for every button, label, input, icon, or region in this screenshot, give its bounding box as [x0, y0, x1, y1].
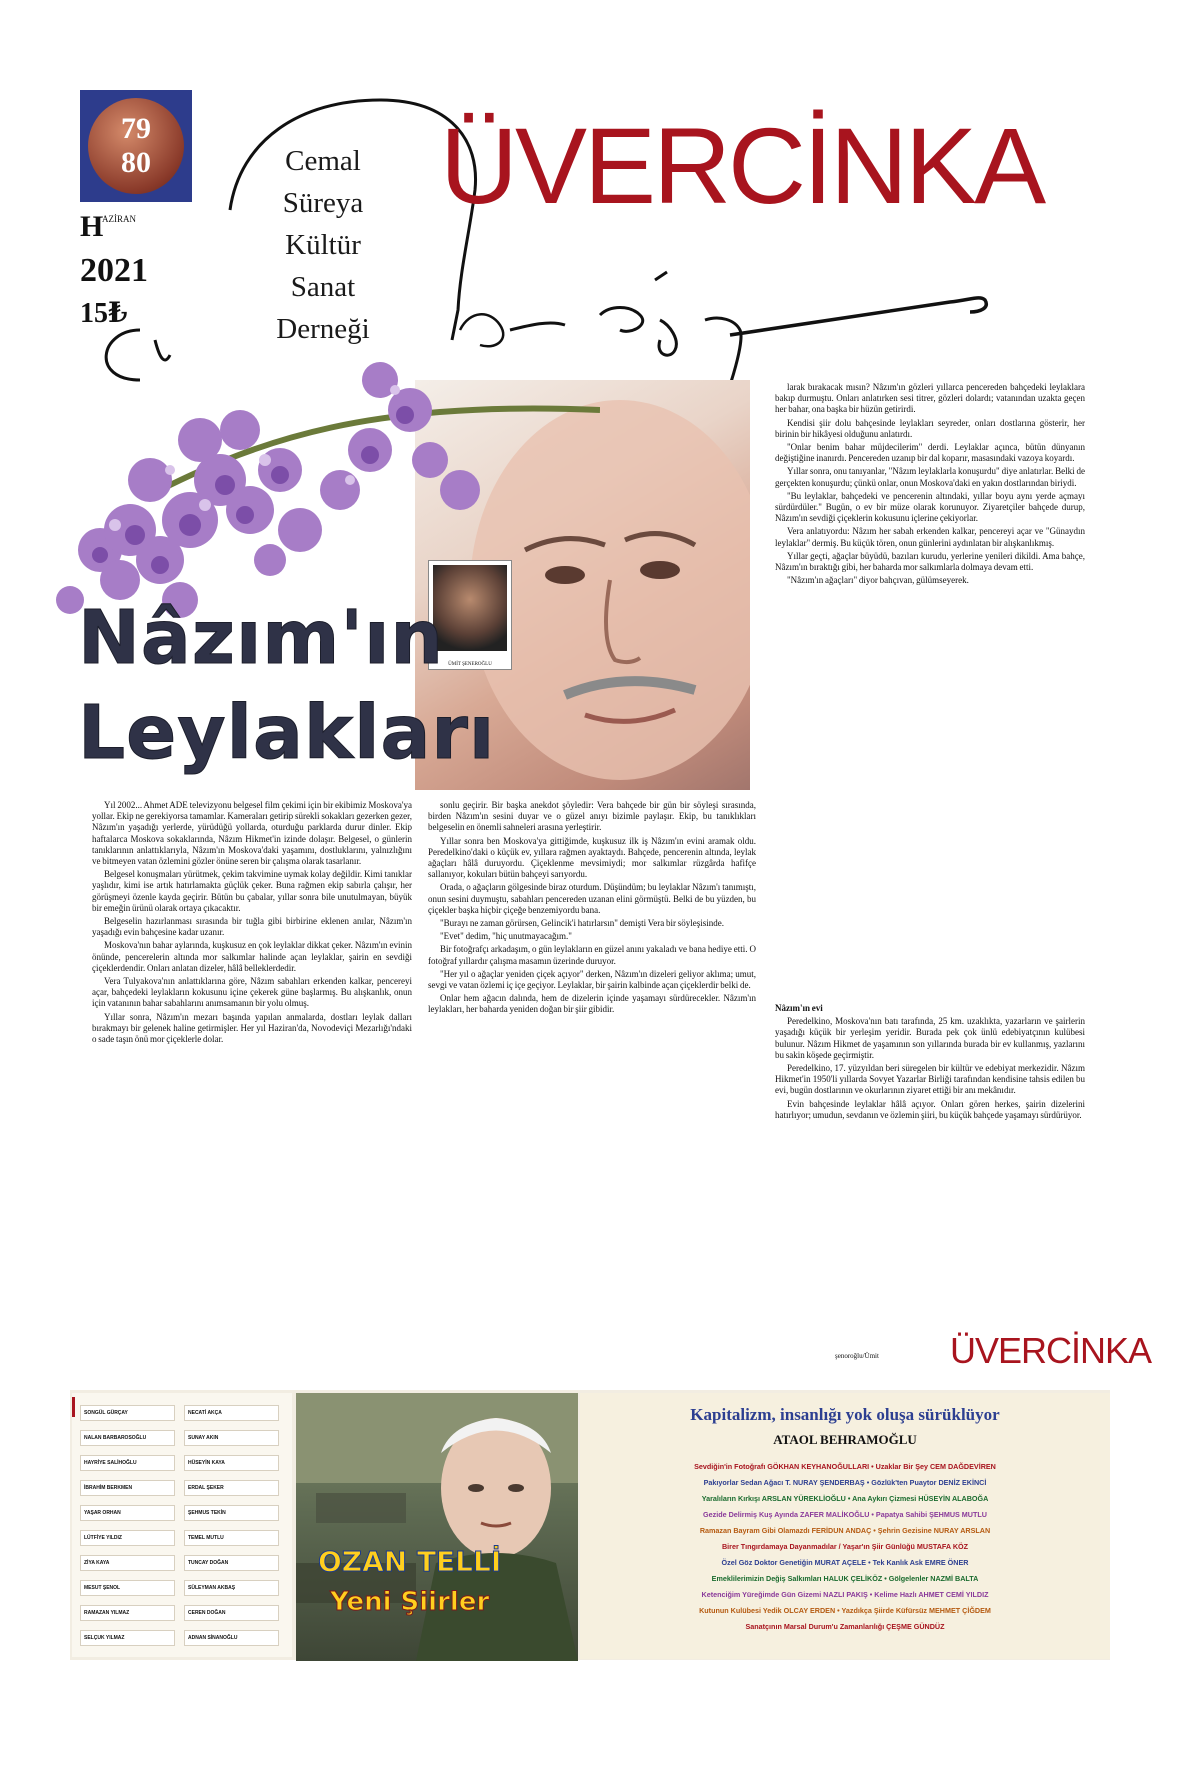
issue-price: 15₺: [80, 298, 128, 329]
contributor-name: TUNCAY DOĞAN: [184, 1555, 279, 1571]
contributor-name: ADNAN SİNANOĞLU: [184, 1630, 279, 1646]
article-paragraph: "Nâzım'ın ağaçları" diyor bahçıvan, gülümseyerek.: [787, 575, 969, 586]
article-paragraph: Belgeselin hazırlanması sırasında bir tuğla gibi birbirine eklenen anılar, Nâzım'ın yaşadığı evin bahçesine kadar uzanır.: [92, 916, 412, 938]
contributor-name: NALAN BARBAROSOĞLU: [80, 1430, 175, 1446]
issue-month-initial: H: [80, 210, 104, 243]
contributor-name: HAYRİYE SALİHOĞLU: [80, 1455, 175, 1471]
article-paragraph: Peredelkino, Moskova'nın batı tarafında, 25 km. uzaklıkta, yazarların ve şairlerin yaşadığı küçük bir yerleşim yeridir. Burada pek çok ünlü edebiyatçının kulübesi bulunur. Nâzım Hikmet de yaşamının son yıllarında burada bir ev kullanmış, yazlarını bu sakin köşede geçirmiştir.: [775, 1016, 1085, 1060]
contributors-panel: [72, 1393, 292, 1657]
association-line: Derneği: [276, 313, 370, 345]
contents-line: Gezide Delirmiş Kuş Ayında ZAFER MALİKOĞLU • Papatya Sahibi ŞEHMUS MUTLU: [703, 1510, 987, 1519]
article-paragraph: Bir fotoğrafçı arkadaşım, o gün leylakların en güzel anını yakaladı ve bana hediye etti. O fotoğraf yıllardır çalışma masamın üzerinde duruyor.: [428, 944, 756, 966]
article-paragraph: "Burayı ne zaman görürsen, Gelincik'i hatırlarsın" demişti Vera bir söyleşisinde.: [440, 918, 724, 929]
contributor-name: SÜLEYMAN AKBAŞ: [184, 1580, 279, 1596]
contributor-name: SONGÜL GÜRÇAY: [80, 1405, 175, 1421]
headline-line-2: Leylakları: [78, 690, 496, 776]
article-paragraph: sonlu geçirir. Bir başka anekdot şöyledir: Vera bahçede bir gün bir söyleşi sırasında, birden Nâzım'ın sesini duyar ve o güzel anıyı bizimle paylaşır. Ekip, bu tanıklıkları belgeselin en önemli sahneleri arasına yerleştirir.: [428, 800, 756, 833]
contributor-name: MESUT ŞENOL: [80, 1580, 175, 1596]
article-paragraph: Onlar hem ağacın dalında, hem de dizelerin içinde yaşamayı sürdürecekler. Nâzım'ın leylakları, her baharda yeniden doğan bir şiir gibidir.: [428, 993, 756, 1015]
article-paragraph: Yıllar geçti, ağaçlar büyüdü, bazıları kurudu, yerlerine yenileri dikildi. Ama bahçe, Nâzım'ın bıraktığı gibi, her baharda mor salkımlarla dolmaya devam etti.: [775, 550, 1085, 573]
article-paragraph: Belgesel konuşmaları yürütmek, çekim takvimine uymak kolay değildir. Kimi tanıklar yaşlıdır, kimi ise artık hatırlamakta güçlük çeker. Buna rağmen ekip sabırla çalışır, her görüşmeyi özenle kayda geçirir. Bütün bu çabalar, yıllar sonra bile unutulmayan, büyük bir emeğin ürünü olarak ortaya çıkacaktır.: [92, 869, 412, 913]
contents-line: Birer Tıngırdamaya Dayanmadılar / Yaşar'ın Şiir Günlüğü MUSTAFA KÖZ: [721, 1542, 968, 1551]
contributor-name: SUNAY AKIN: [184, 1430, 279, 1446]
contents-line: Sanatçının Marsal Durum'u Zamanlarılığı ÇEŞME GÜNDÜZ: [745, 1622, 945, 1631]
issue-year: 2021: [80, 252, 148, 289]
contents-line: Emeklilerimizin Değiş Salkımları HALUK ÇELİKÖZ • Gölgelenler NAZMİ BALTA: [711, 1574, 979, 1583]
article-paragraph: Vera anlatıyordu: Nâzım her sabah erkenden kalkar, pencereyi açar ve "Günaydın leylaklar" dermiş. Bu küçük tören, onun günlerini aydınlatan bir alışkanlıkmış.: [775, 526, 1085, 548]
article-column-2: [428, 800, 756, 1370]
contributor-name: CEREN DOĞAN: [184, 1605, 279, 1621]
panel-accent: [72, 1397, 75, 1417]
article-paragraph: "Evet" dedim, "hiç unutmayacağım.": [440, 931, 572, 942]
article-paragraph: Peredelkino, 17. yüzyıldan beri süregelen bir kültür ve edebiyat merkezidir. Nâzım Hikmet'in 1950'li yıllarda Sovyet Yazarlar Birliği tarafından kendisine tahsis edilen bu evi, bugün dostlarının ve okurlarının ziyaret ettiği bir anı mekânıdır.: [775, 1063, 1085, 1096]
contributor-name: HÜSEYİN KAYA: [184, 1455, 279, 1471]
contributor-name: NECATİ AKÇA: [184, 1405, 279, 1421]
contributor-name: YAŞAR ORHAN: [80, 1505, 175, 1521]
magazine-title: ÜVERCİNKA: [440, 105, 1044, 226]
contents-line: Pakıyorlar Sedan Ağacı T. NURAY ŞENDERBAŞ • Gözlük'ten Puaytor DENİZ EKİNCİ: [703, 1478, 987, 1487]
contents-line: Ramazan Bayram Gibi Olamazdı FERİDUN ANDAÇ • Şehrin Gezisine NURAY ARSLAN: [699, 1526, 991, 1535]
article-paragraph: "Her yıl o ağaçlar yeniden çiçek açıyor" derken, Nâzım'ın dizeleri geliyor aklıma; umut, sevgi ve vatan özlemi iç içe geçiyor. Leylaklar, bir şairin kalbinde açan çiçeklerdir belki de.: [428, 968, 756, 991]
article-subheading: Nâzım'ın evi: [775, 1003, 823, 1013]
contents-line: Sevdiğin'in Fotoğrafı GÖKHAN KEYHANOĞULLARI • Uzaklar Bir Şey CEM DAĞDEVİREN: [694, 1462, 996, 1471]
issue-number-bottom: 80: [121, 146, 151, 179]
article-paragraph: "Bu leylaklar, bahçedeki ve pencerenin altındaki, yıllar boyu aynı yerde açmayı sürdürdüler." Bugün, o ev bir müze olarak korunuyor. Ziyaretçiler bahçede durup, Nâzım'ın sevdiği çiçeklerin kokusunu içlerine çekiyorlar.: [775, 490, 1085, 524]
contributor-name: LÜTFİYE YILDIZ: [80, 1530, 175, 1546]
article-paragraph: Yıl 2002... Ahmet ADE televizyonu belgesel film çekimi için bir ekibimiz Moskova'ya yollar. Ekip ne gerekiyorsa tamamlar. Kameraları getirip sürekli sokakları gezerken gezer, Nâzım'ın yaşadığı yerlerde, yürüdüğü yollarda, oturduğu parklarda durur dinler. Ekip haftalarca Moskova sokaklarında, Nâzım Hikmet'in izinde dolaşır. Belgesel, o günlerin tanıklarının anlattıklarıyla, Nâzım'ın Moskova'daki yaşamını, dostluklarını, yalnızlığını ve bitmeyen vatan özlemini gözler önüne seren bir çalışma olarak tasarlanır.: [92, 800, 412, 867]
contents-line: Kutunun Kulübesi Yedik OLCAY ERDEN • Yazdıkça Şiirde Küfürsüz MEHMET ÇİĞDEM: [699, 1606, 991, 1615]
book-cover-ozan-telli: [296, 1393, 578, 1661]
article-paragraph: Kendisi şiir dolu bahçesinde leylakları seyreder, onları dostlarına gösterir, her birinin bir hikâyesi olduğunu anlatırdı.: [775, 417, 1085, 439]
article-column-3-continued: [775, 1003, 1085, 1363]
article-column-3: [775, 382, 1085, 992]
article-paragraph: Yıllar sonra ben Moskova'ya gittiğimde, kuşkusuz ilk iş Nâzım'ın evini aramak oldu. Peredelkino'daki o küçük ev, yıllara rağmen ayaktaydı. Bahçede, pencerenin altında, leylak ağaçları hâlâ duruyordu. Çiçeklenme mevsimiydi; mor salkımlar rüzgârda hafifçe sallanıyor, kokuları bütün bahçeyi sarıyordu.: [428, 835, 756, 880]
contents-line: Özel Göz Doktor Genetiğin MURAT AÇELE • Tek Kanlık Ask EMRE ÖNER: [721, 1558, 969, 1567]
contributor-name: ERDAL ŞEKER: [184, 1480, 279, 1496]
article-paragraph: larak bırakacak mısın? Nâzım'ın gözleri yıllarca pencereden bahçedeki leylaklara bakıp durmuştu. Onları anlatırken sesi titrer, gözleri dolardı; vatanından uzakta geçen her bahar, ona başka bir hüzün getirirdi.: [775, 382, 1085, 415]
article-paragraph: Moskova'nın bahar aylarında, kuşkusuz en çok leylaklar dikkat çeker. Nâzım'ın evinin önünde, pencerelerin altında mor salkımlar halinde açan leylaklar, şairin en sevdiği çiçeklerdendir. Onları anlatan dizeler, hâlâ belleklerdedir.: [92, 940, 412, 973]
article-signature: şenoroğlu/Ümit: [835, 1352, 879, 1360]
article-paragraph: Orada, o ağaçların gölgesinde biraz oturdum. Düşündüm; bu leylaklar Nâzım'ı tanımıştı, onun sesini duymuştu, sabahları pencereden uzanan elini görmüştü. Belki de bu yüzden, bu çiçekler başka hiçbir çiçeğe benzemiyordu bana.: [428, 882, 756, 915]
article-paragraph: Yıllar sonra, Nâzım'ın mezarı başında yapılan anmalarda, dostları leylak dalları bırakmayı bir gelenek haline getirmişler. Her yıl Haziran'da, Novodeviçi Mezarlığı'ndaki o sade taşın önü mor çiçeklerle dolar.: [92, 1011, 412, 1045]
article-paragraph: Evin bahçesinde leylaklar hâlâ açıyor. Onları gören herkes, şairin dizelerini hatırlıyor; umudun, sevdanın ve özlemin şiiri, bu küçük bahçede yaşamayı sürdürüyor.: [775, 1098, 1085, 1120]
contents-headline-author: ATAOL BEHRAMOĞLU: [773, 1432, 917, 1447]
association-line: Süreya: [282, 187, 364, 219]
article-paragraph: "Onlar benim bahar müjdecilerim" derdi. Leylaklar açınca, bütün dünyanın değiştiğine inanırdı. Pencereden uzanıp bir dal koparır, masasındaki vazoya koyardı.: [775, 442, 1085, 464]
association-line: Kültür: [285, 229, 361, 261]
book-title-author: OZAN TELLİ: [318, 1545, 502, 1578]
issue-number-top: 79: [121, 112, 151, 145]
contributor-name: SELÇUK YILMAZ: [80, 1630, 175, 1646]
association-line: Cemal: [285, 145, 361, 177]
contents-line: Yaralıların Kırkışı ARSLAN YÜREKLİOĞLU • Ana Aykırı Çizmesi HÜSEYİN ALABOĞA: [701, 1494, 989, 1503]
issue-month-rest: AZİRAN: [102, 214, 136, 224]
association-name: [238, 140, 408, 350]
headline-line-1: Nâzım'ın: [78, 595, 445, 681]
contents-line: Ketenciğim Yüreğimde Gün Gizemi NAZLI PAKIŞ • Kelime Hazlı AHMET CEMİ YILDIZ: [701, 1590, 989, 1599]
article-column-1: [92, 800, 412, 1370]
end-logo: ÜVERCİNKA: [950, 1330, 1152, 1371]
contributor-name: İBRAHİM BERKMEN: [80, 1480, 175, 1496]
author-caption: ÜMİT ŞENEROĞLU: [448, 662, 492, 667]
contents-headline: Kapitalizm, insanlığı yok oluşa sürüklüyor: [690, 1405, 1000, 1424]
contributor-name: RAMAZAN YILMAZ: [80, 1605, 175, 1621]
association-line: Sanat: [290, 271, 356, 303]
book-title-name: Yeni Şiirler: [330, 1587, 490, 1617]
contributor-name: TEMEL MUTLU: [184, 1530, 279, 1546]
contributor-name: ZİYA KAYA: [80, 1555, 175, 1571]
contributor-name: ŞEHMUS TEKİN: [184, 1505, 279, 1521]
article-paragraph: Vera Tulyakova'nın anlattıklarına göre, Nâzım sabahları erkenden kalkar, pencereyi açar, bahçedeki leylakların kokusunu içine çekerek güne başlarmış. Bu alışkanlık, onun için vatanının bahar sabahlarını anımsamanın bir yolu olmuş.: [92, 976, 412, 1009]
article-paragraph: Yıllar sonra, onu tanıyanlar, "Nâzım leylaklarla konuşurdu" diye anlatırlar. Belki de gerçekten konuşurdu; çünkü onlar, onun Moskova'daki en yakın dostlarından biriydi.: [775, 466, 1085, 488]
